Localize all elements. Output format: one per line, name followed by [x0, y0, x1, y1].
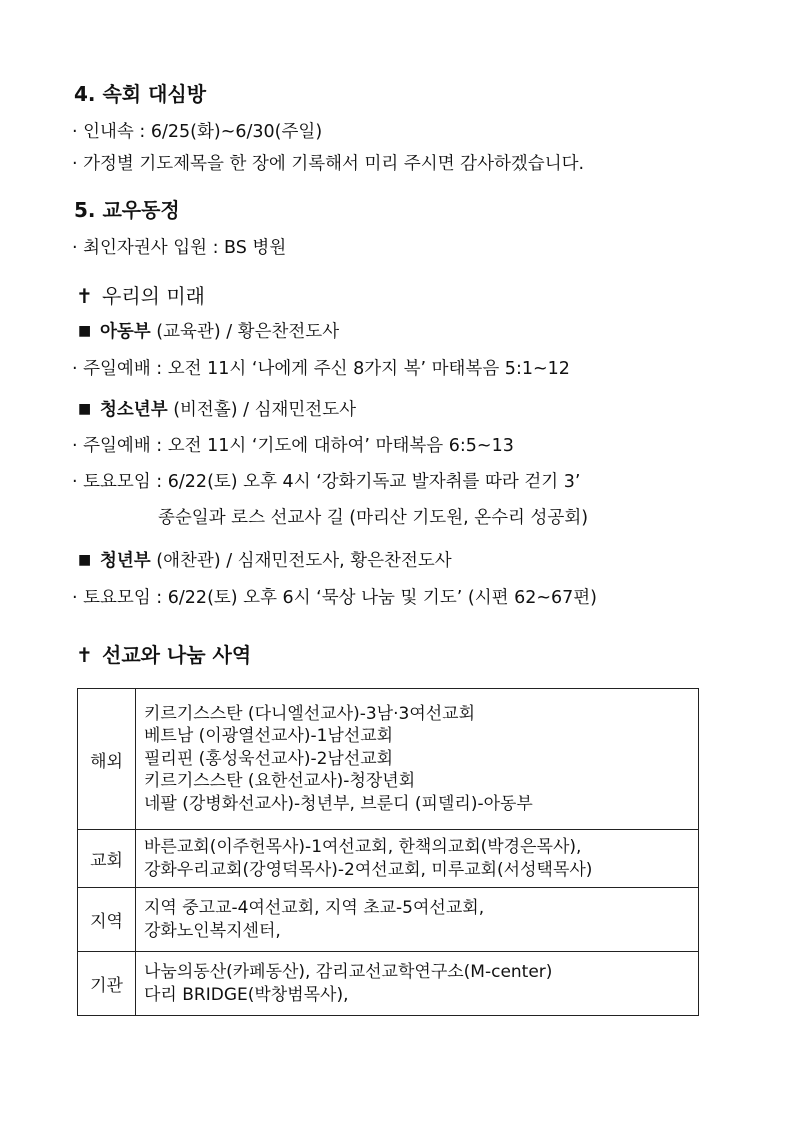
square-bullet-icon: ■ [78, 552, 92, 568]
mission-table [77, 688, 699, 1016]
list-item: 지역 중고교-4여선교회, 지역 초교-5여선교회, [144, 898, 485, 918]
cross-icon: ✝ [76, 643, 93, 667]
mission-title: 선교와 나눔 사역 [102, 643, 252, 667]
news-item: · 최인자권사 입원 : BS 병원 [72, 238, 287, 258]
list-item: 바른교회(이주헌목사)-1여선교회, 한책의교회(박경은목사), [144, 837, 582, 857]
children-dept-name: 아동부 [100, 322, 151, 342]
youth-worship: · 주일예배 : 오전 11시 ‘기도에 대하여’ 마태복음 6:5~13 [72, 436, 514, 456]
list-item: 강화우리교회(강영덕목사)-2여선교회, 미루교회(서성택목사) [144, 859, 593, 880]
items-cell [136, 830, 699, 888]
future-heading [76, 286, 205, 306]
list-item: 키르기스스탄 (다니엘선교사)-3남·3여선교회 [144, 703, 476, 724]
cross-icon: ✝ [76, 284, 93, 308]
youth-saturday-route: 종순일과 로스 선교사 길 (마리산 기도원, 온수리 성공회) [158, 508, 589, 528]
square-bullet-icon: ■ [78, 323, 92, 339]
young-adults-name: 청년부 [100, 551, 151, 571]
young-adults-detail: (애찬관) / 심재민전도사, 황은찬전도사 [150, 551, 452, 571]
children-dept-heading [78, 324, 339, 342]
table-row [78, 830, 699, 888]
mission-heading [76, 645, 251, 665]
news-heading: 5. 교우동정 [74, 198, 180, 222]
young-adults-saturday: · 토요모임 : 6/22(토) 오후 6시 ‘묵상 나눔 및 기도’ (시편 62~67편) [72, 588, 598, 608]
table-row [78, 689, 699, 830]
list-item: 베트남 (이광열선교사)-1남선교회 [144, 726, 394, 747]
young-adults-heading [78, 553, 452, 571]
items-cell [136, 888, 699, 952]
square-bullet-icon: ■ [78, 401, 92, 417]
items-cell [136, 689, 699, 830]
category-cell: 교회 [78, 830, 136, 888]
list-item: 다리 BRIDGE(박창범목사), [144, 984, 349, 1005]
category-cell: 해외 [78, 689, 136, 830]
youth-dept-name: 청소년부 [100, 400, 168, 420]
youth-dept-heading [78, 402, 356, 420]
category-cell: 지역 [78, 888, 136, 952]
table-row [78, 952, 699, 1016]
list-item: 네팔 (강병화선교사)-청년부, 브룬디 (피델리)-아동부 [144, 793, 533, 814]
list-item: 키르기스스탄 (요한선교사)-청장년회 [144, 771, 416, 792]
list-item: 나눔의동산(카페동산), 감리교선교학연구소(M-center) [144, 962, 553, 982]
list-item: 강화노인복지센터, [144, 920, 281, 941]
visitation-schedule: · 인내속 : 6/25(화)~6/30(주일) [72, 122, 323, 142]
items-cell [136, 952, 699, 1016]
list-item: 필리핀 (홍성욱선교사)-2남선교회 [144, 748, 394, 769]
visitation-request: · 가정별 기도제목을 한 장에 기록해서 미리 주시면 감사하겠습니다. [72, 154, 585, 174]
table-row [78, 888, 699, 952]
future-title: 우리의 미래 [102, 284, 205, 308]
category-cell: 기관 [78, 952, 136, 1016]
visitation-heading: 4. 속회 대심방 [74, 82, 207, 106]
youth-dept-detail: (비전홀) / 심재민전도사 [167, 400, 357, 420]
children-dept-detail: (교육관) / 황은찬전도사 [150, 322, 340, 342]
children-worship: · 주일예배 : 오전 11시 ‘나에게 주신 8가지 복’ 마태복음 5:1~12 [72, 359, 570, 379]
youth-saturday: · 토요모임 : 6/22(토) 오후 4시 ‘강화기독교 발자취를 따라 걷기 3’ [72, 472, 581, 492]
